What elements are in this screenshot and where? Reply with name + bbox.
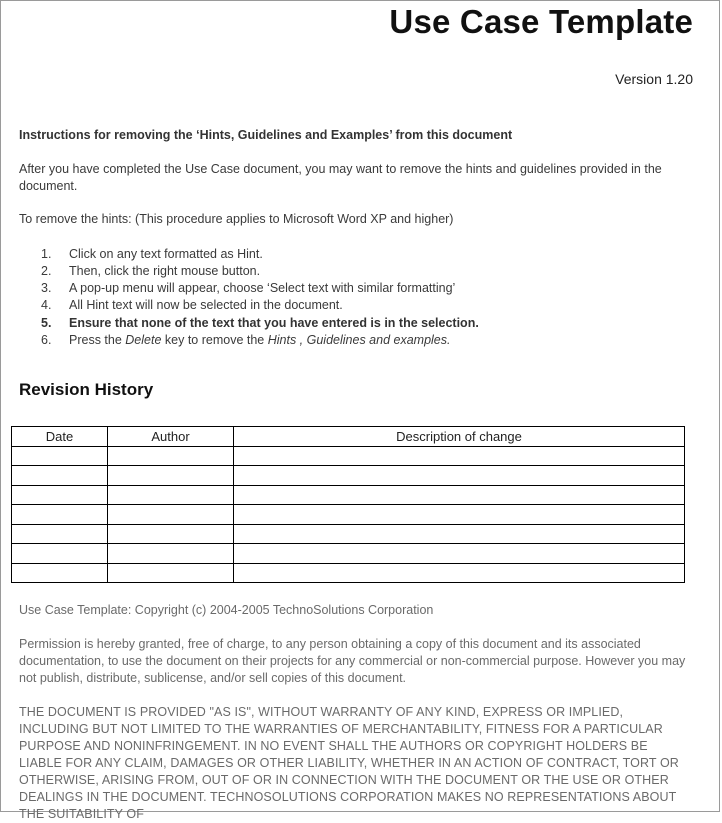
table-cell-date[interactable] (12, 544, 108, 564)
table-cell-author[interactable] (108, 485, 234, 505)
step-number: 4. (41, 298, 52, 312)
step-number: 5. (41, 316, 52, 330)
step-item (41, 314, 681, 332)
copyright-notice: Use Case Template: Copyright (c) 2004-2005 TechnoSolutions Corporation (19, 603, 434, 617)
table-cell-description[interactable] (234, 505, 685, 525)
step-number: 3. (41, 281, 52, 295)
step-number: 1. (41, 247, 52, 261)
table-cell-description[interactable] (234, 485, 685, 505)
table-cell-date[interactable] (12, 563, 108, 583)
table-row (12, 466, 685, 486)
step-number: 2. (41, 264, 52, 278)
table-row (12, 485, 685, 505)
column-header-date: Date (12, 427, 108, 447)
table-cell-author[interactable] (108, 524, 234, 544)
step-item (41, 280, 681, 297)
column-header-description: Description of change (234, 427, 685, 447)
column-header-author: Author (108, 427, 234, 447)
table-cell-date[interactable] (12, 505, 108, 525)
table-row (12, 446, 685, 466)
step-text: Then, click the right mouse button. (69, 264, 261, 278)
permission-notice: Permission is hereby granted, free of charge, to any person obtaining a copy of this document and its associated documentation, to use the document on their projects for any commercial or non-commercial purpose. However you may not publish, distribute, sublicense, and/or sell copies of this document. (19, 637, 686, 685)
document-title: Use Case Template (389, 3, 693, 40)
step-item (41, 263, 681, 280)
step-text-middle: key to remove the (161, 333, 268, 347)
instructions-paragraph-1: After you have completed the Use Case document, you may want to remove the hints and guidelines provided in the document. (19, 162, 662, 193)
instructions-paragraph-2: To remove the hints: (This procedure applies to Microsoft Word XP and higher) (19, 212, 454, 226)
step-text: Ensure that none of the text that you have entered is in the selection. (69, 316, 479, 330)
table-cell-description[interactable] (234, 524, 685, 544)
step-text: A pop-up menu will appear, choose ‘Select text with similar formatting’ (69, 281, 456, 295)
table-cell-description[interactable] (234, 563, 685, 583)
table-row (12, 524, 685, 544)
table-cell-description[interactable] (234, 446, 685, 466)
table-cell-author[interactable] (108, 466, 234, 486)
step-item (41, 332, 681, 349)
instructions-heading: Instructions for removing the ‘Hints, Guidelines and Examples’ from this document (19, 128, 513, 142)
table-header-row (12, 427, 685, 447)
step-text-delete-key: Delete (125, 333, 162, 347)
step-text: All Hint text will now be selected in the document. (69, 298, 343, 312)
table-cell-description[interactable] (234, 466, 685, 486)
step-number: 6. (41, 333, 52, 347)
step-text: Click on any text formatted as Hint. (69, 247, 263, 261)
step-item (41, 246, 681, 263)
document-version: Version 1.20 (615, 71, 693, 87)
table-cell-date[interactable] (12, 524, 108, 544)
table-cell-author[interactable] (108, 505, 234, 525)
table-cell-author[interactable] (108, 544, 234, 564)
table-cell-description[interactable] (234, 544, 685, 564)
table-cell-date[interactable] (12, 485, 108, 505)
revision-history-table (11, 426, 685, 583)
table-cell-author[interactable] (108, 446, 234, 466)
warranty-disclaimer: THE DOCUMENT IS PROVIDED "AS IS", WITHOUT WARRANTY OF ANY KIND, EXPRESS OR IMPLIED, INCLUDING BUT NOT LIMITED TO THE WARRANTIES OF MERCHANTABILITY, FITNESS FOR A PARTICULAR PURPOSE AND NONINFRINGEMENT. IN NO EVENT SHALL THE AUTHORS OR COPYRIGHT HOLDERS BE LIABLE FOR ANY CLAIM, DAMAGES OR OTHER LIABILITY, WHETHER IN AN ACTION OF CONTRACT, TORT OR OTHERWISE, ARISING FROM, OUT OF OR IN CONNECTION WITH THE DOCUMENT OR THE USE OR OTHER DEALINGS IN THE DOCUMENT. TECHNOSOLUTIONS CORPORATION MAKES NO REPRESENTATIONS ABOUT THE SUITABILITY OF (19, 705, 679, 821)
table-row (12, 505, 685, 525)
table-row (12, 544, 685, 564)
step-text-hints: Hints , Guidelines and examples. (267, 333, 451, 347)
table-cell-author[interactable] (108, 563, 234, 583)
table-cell-date[interactable] (12, 446, 108, 466)
step-text-prefix: Press the (69, 333, 126, 347)
step-item (41, 297, 681, 314)
revision-history-heading: Revision History (19, 380, 154, 399)
table-cell-date[interactable] (12, 466, 108, 486)
table-row (12, 563, 685, 583)
instructions-steps-list (41, 246, 681, 349)
